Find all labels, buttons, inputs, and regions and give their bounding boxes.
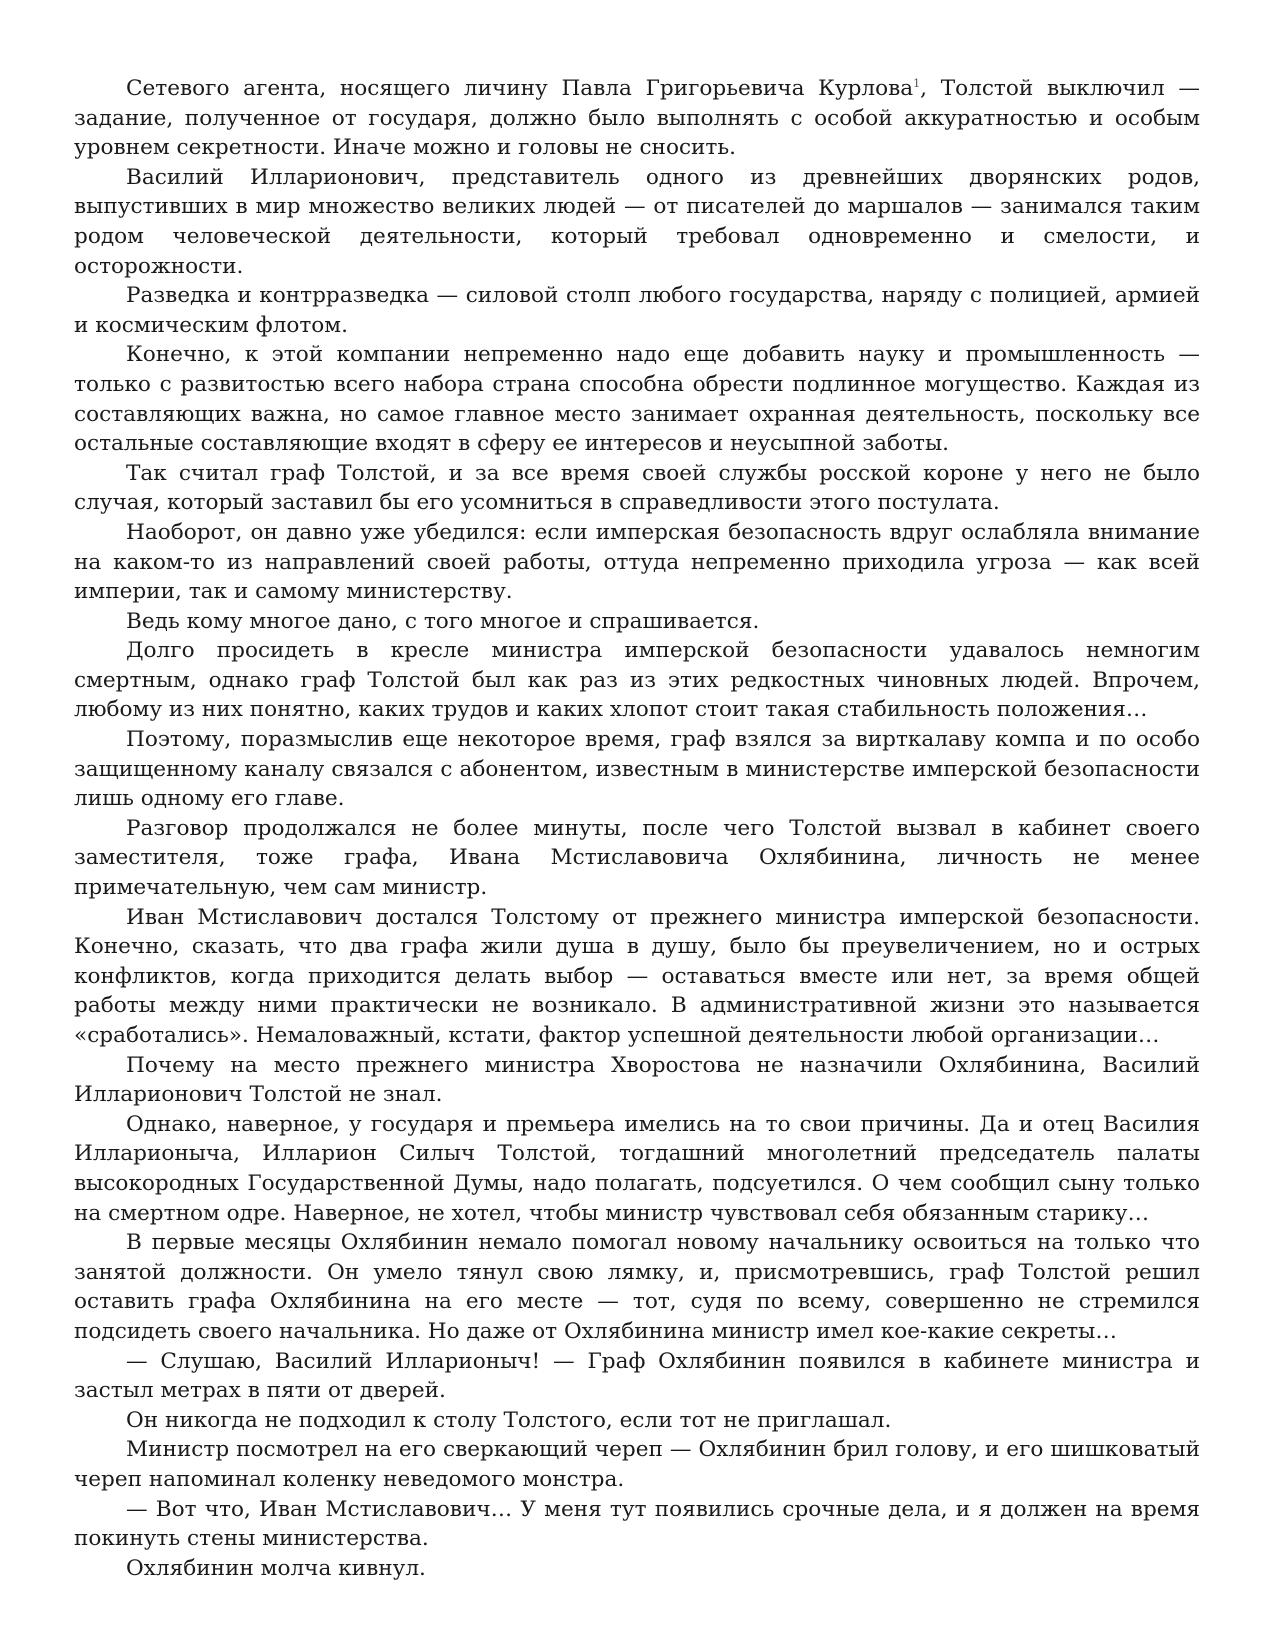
document-page [74,74,1200,1583]
paragraph: Василий Илларионович, представитель одного из древнейших дворянских родов, выпустивших в мир множество великих людей — от писателей до маршалов — занимался таким родом человеческой деятельности, который требовал одновременно и смелости, и осторожности. [74,164,1200,279]
paragraph: Однако, наверное, у государя и премьера имелись на то свои причины. Да и отец Василия Илларионыча, Илларион Силыч Толстой, тогдашний многолетний председатель палаты высокородных Государственной Думы, надо полагать, подсуетился. О чем сообщил сыну только на смертном одре. Наверное, не хотел, чтобы министр чувствовал себя обязанным старику… [74,1111,1200,1226]
paragraph: Так считал граф Толстой, и за все время своей службы росской короне у него не было случая, который заставил бы его усомниться в справедливости этого постулата. [74,460,1200,516]
paragraph: Разговор продолжался не более минуты, после чего Толстой вызвал в кабинет своего заместителя, тоже графа, Ивана Мстиславовича Охлябинина, личность не менее примечательную, чем сам министр. [74,815,1200,901]
paragraph: Иван Мстиславович достался Толстому от прежнего министра имперской безопасности. Конечно, сказать, что два графа жили душа в душу, было бы преувеличением, но и острых конфликтов, когда приходится делать выбор — оставаться вместе или нет, за время общей работы между ними практически не возникало. В административной жизни это называется «сработались». Немаловажный, кстати, фактор успешной деятельности любой организации… [74,904,1200,1048]
paragraph: Поэтому, поразмыслив еще некоторое время, граф взялся за вирткалаву компа и по особо защищенному каналу связался с абонентом, известным в министерстве имперской безопасности лишь одному его главе. [74,727,1200,812]
paragraph: В первые месяцы Охлябинин немало помогал новому начальнику освоиться на только что занятой должности. Он умело тянул свою лямку, и, присмотревшись, граф Толстой решил оставить графа Охлябинина на его месте — тот, судя по всему, совершенно не стремился подсидеть своего начальника. Но даже от Охлябинина министр имел кое-какие секреты… [74,1230,1200,1344]
paragraph: — Вот что, Иван Мстиславович… У меня тут появились срочные дела, и я должен на время покинуть стены министерства. [74,1496,1200,1552]
paragraph: Охлябинин молча кивнул. [126,1555,426,1581]
footnote-link[interactable]: 1 [913,76,921,90]
paragraph-text: Сетевого агента, носящего личину Павла Григорьевича Курлова [126,76,914,101]
paragraph [74,74,1200,163]
paragraph-text: , Толстой выключил — задание, полученное от государя, должно было выполнять с особой аккуратностью и особым уровнем секретности. Иначе можно и головы не сносить. [74,76,1200,161]
paragraph: — Слушаю, Василий Илларионыч! — Граф Охлябинин появился в кабинете министра и застыл метрах в пяти от дверей. [74,1348,1200,1404]
paragraph: Конечно, к этой компании непременно надо еще добавить науку и промышленность — только с развитостью всего набора страна способна обрести подлинное могущество. Каждая из составляющих важна, но самое главное место занимает охранная деятельность, поскольку все остальные составляющие входят в сферу ее интересов и неусыпной заботы. [74,342,1200,457]
paragraph: Разведка и контрразведка — силовой столп любого государства, наряду с полицией, армией и космическим флотом. [74,283,1200,338]
paragraph: Наоборот, он давно уже убедился: если имперская безопасность вдруг ослабляла внимание на каком-то из направлений своей работы, оттуда непременно приходила угроза — как всей империи, так и самому министерству. [74,519,1200,605]
paragraph: Министр посмотрел на его сверкающий череп — Охлябинин брил голову, и его шишковатый череп напоминал коленку неведомого монстра. [74,1437,1200,1492]
paragraph: Он никогда не подходил к столу Толстого, если тот не приглашал. [126,1407,892,1433]
paragraph: Почему на место прежнего министра Хворостова не назначили Охлябинина, Василий Илларионович Толстой не знал. [74,1052,1200,1108]
paragraph: Ведь кому многое дано, с того многое и спрашивается. [126,608,760,634]
paragraph: Долго просидеть в кресле министра имперской безопасности удавалось немногим смертным, однако граф Толстой был как раз из этих редкостных чиновных людей. Впрочем, любому из них понятно, каких трудов и каких хлопот стоит такая стабильность положения… [74,638,1200,723]
